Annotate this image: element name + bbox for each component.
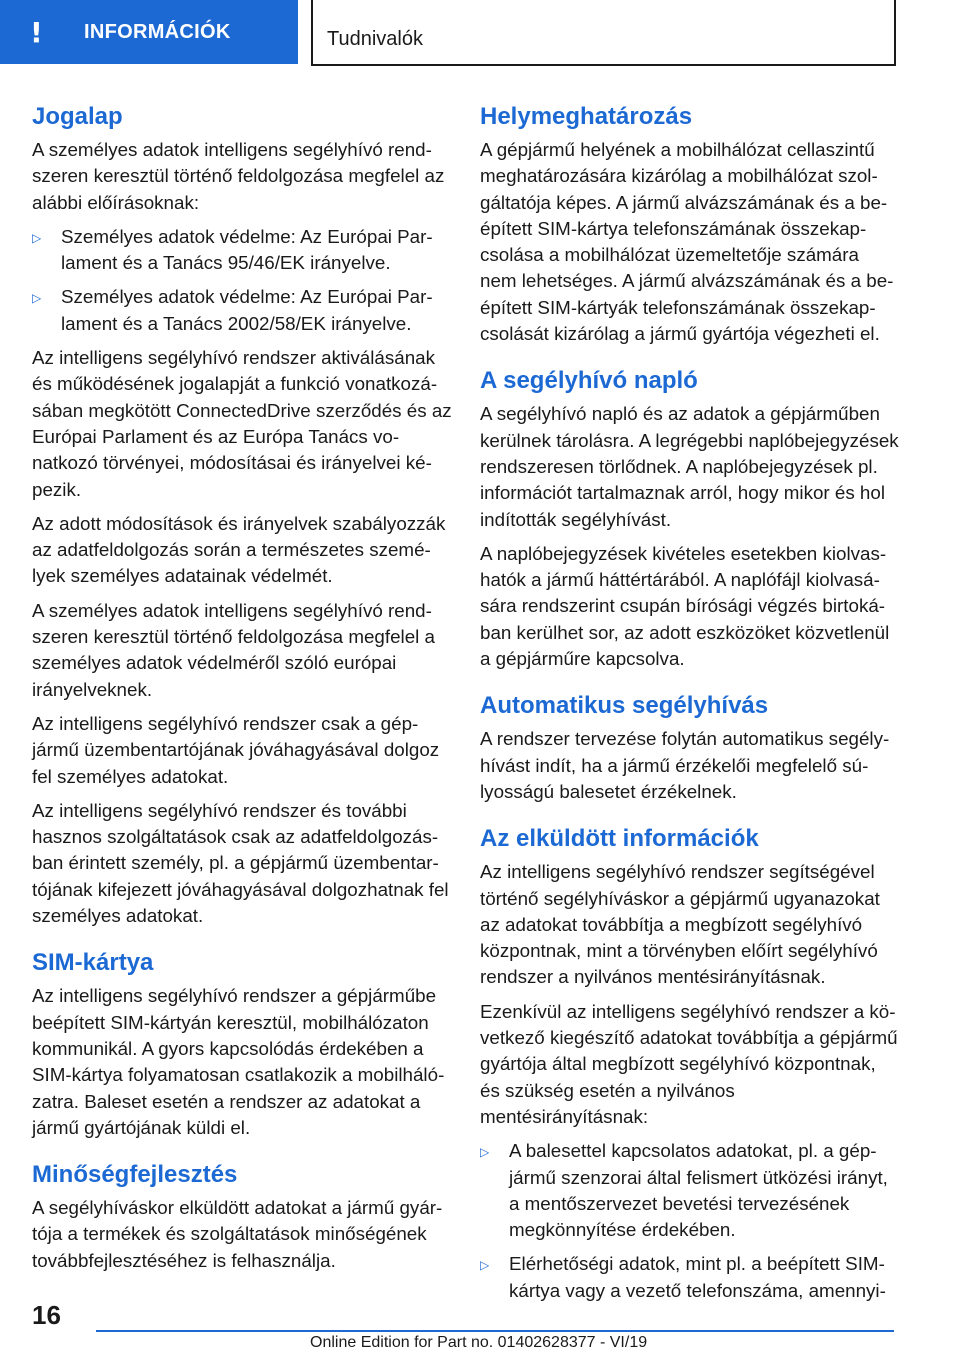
exclamation-icon: !: [30, 15, 43, 49]
paragraph: Az intelligens segélyhívó rendszer aktiválásának és működésének jogalapját a funkció vonatkozásában megkötött ConnectedDrive szerződés és az Európai Parlament és az Európa Tanács vonatkozó törvényei, módosításai és irányelvei képezik.: [32, 347, 452, 500]
heading-sent: Az elküldött információk: [480, 825, 759, 853]
subsection-box: [311, 0, 896, 66]
paragraph: Az intelligens segélyhívó rendszer csak a gépjármű üzembentartójának jóváhagyásával dolgoz fel személyes adatokat.: [32, 712, 440, 787]
paragraph: Az intelligens segélyhívó rendszer a gépjárműbe beépített SIM-kártyán keresztül, mobilhálózaton kommunikál. A gyors kapcsolódás érdekében a SIM-kártya folyamatosan csatlakozik a mobilhálózatra. Baleset esetén a rendszer az adatokat a jármű gyártójának küldi el.: [32, 985, 445, 1138]
paragraph: A személyes adatok intelligens segélyhívó rendszeren keresztül történő feldolgozása megfelel a személyes adatok védelméről szóló európai irányelveknek.: [32, 599, 435, 700]
paragraph: Az intelligens segélyhívó rendszer és további hasznos szolgáltatások csak az adatfeldolgozásban érintett személy, pl. a gépjármű üzembentartójának kifejezett jóváhagyásával dolgozhatnak fel személyes adatokat.: [32, 799, 449, 927]
heading-auto: Automatikus segélyhívás: [480, 692, 769, 720]
paragraph: A személyes adatok intelligens segélyhívó rendszeren keresztül történő feldolgozása megfelel az alábbi előírásoknak:: [32, 139, 445, 213]
paragraph: A segélyhívó napló és az adatok a gépjárműben kerülnek tárolásra. A legrégebbi naplóbejegyzések rendszeresen törlődnek. A naplóbejegyzések pl. információt tartalmaznak arról, hogy mikor és hol indították segélyhívást.: [480, 403, 899, 530]
section-title: INFORMÁCIÓK: [84, 20, 231, 43]
paragraph: A rendszer tervezése folytán automatikus segélyhívást indít, ha a jármű érzékelői megfelelő súlyosságú balesetet érzékelnek.: [480, 728, 890, 802]
heading-jogalap: Jogalap: [32, 103, 123, 130]
list-item: ▷ Személyes adatok védelme: Az Európai Parlament és a Tanács 2002/58/EK irányelve.: [32, 286, 433, 334]
left-column: [32, 100, 452, 1282]
paragraph: Ezenkívül az intelligens segélyhívó rendszer a következő kiegészítő adatokat továbbítja a gépjármű gyártója által megbízott segélyhívó központnak, és szükség esetén a nyilvános mentésirányításnak:: [480, 1000, 898, 1127]
page-header: [0, 0, 960, 66]
heading-log: A segélyhívó napló: [480, 367, 698, 395]
bullet-list: [32, 224, 452, 337]
right-column: [480, 100, 900, 1312]
paragraph: Az intelligens segélyhívó rendszer segítségével történő segélyhíváskor a gépjármű ugyanazokat az adatokat továbbítja a megbízott segélyhívó központnak, mint a törvényben előírt segélyhívó rendszer a nyilvános mentésirányításnak.: [480, 861, 880, 988]
list-item: ▷ A balesettel kapcsolatos adatokat, pl. a gépjármű szenzorai által felismert ütközési irányt, a mentőszervezet bevetési tervezésének megkönnyítése érdekében.: [480, 1140, 888, 1241]
section-tab: [0, 0, 298, 64]
footer-divider: [96, 1330, 894, 1332]
subsection-title: Tudnivalók: [327, 28, 423, 50]
page-number: 16: [32, 1300, 61, 1330]
bullet-list: [480, 1138, 900, 1304]
list-item: ▷ Személyes adatok védelme: Az Európai Parlament és a Tanács 95/46/EK irányelve.: [32, 225, 433, 274]
triangle-right-icon: ▷: [480, 1145, 490, 1160]
paragraph: A gépjármű helyének a mobilhálózat cellaszintű meghatározására kizárólag a mobilhálózat szolgáltatója képes. A jármű alvázszámának és a beépített SIM-kártya telefonszámának összekapcsolása a mobilhálózat üzemeltetője számára nem lehetséges. A jármű alvázszámának és a beépített SIM-kártyák telefonszámának összekapcsolását kizárólag a jármű gyártója végezheti el.: [480, 139, 894, 345]
paragraph: Az adott módosítások és irányelvek szabályozzák az adatfeldolgozás során a természetes személyek személyes adatainak védelmét.: [32, 512, 446, 587]
footer-edition: Online Edition for Part no. 01402628377 - VI/19: [310, 1334, 648, 1351]
heading-quality: Minőségfejlesztés: [32, 1161, 238, 1189]
paragraph: A naplóbejegyzések kivételes esetekben kiolvashatók a jármű háttértárából. A naplófájl kiolvasására rendszerint csupán bírósági végzés birtokában kerülhet sor, az adott eszközöket közvetlenül a gépjárműre kapcsolva.: [480, 542, 890, 670]
triangle-right-icon: ▷: [480, 1258, 490, 1273]
paragraph: A segélyhíváskor elküldött adatokat a jármű gyártója a termékek és szolgáltatások minőségének továbbfejlesztéséhez is felhasználja.: [32, 1197, 443, 1271]
triangle-right-icon: ▷: [32, 230, 42, 245]
heading-location: Helymeghatározás: [480, 103, 693, 130]
list-item: ▷ Elérhetőségi adatok, mint pl. a beépített SIM-kártya vagy a vezető telefonszáma, amennyi-: [480, 1253, 886, 1301]
heading-sim: SIM-kártya: [32, 949, 154, 977]
triangle-right-icon: ▷: [32, 291, 42, 306]
